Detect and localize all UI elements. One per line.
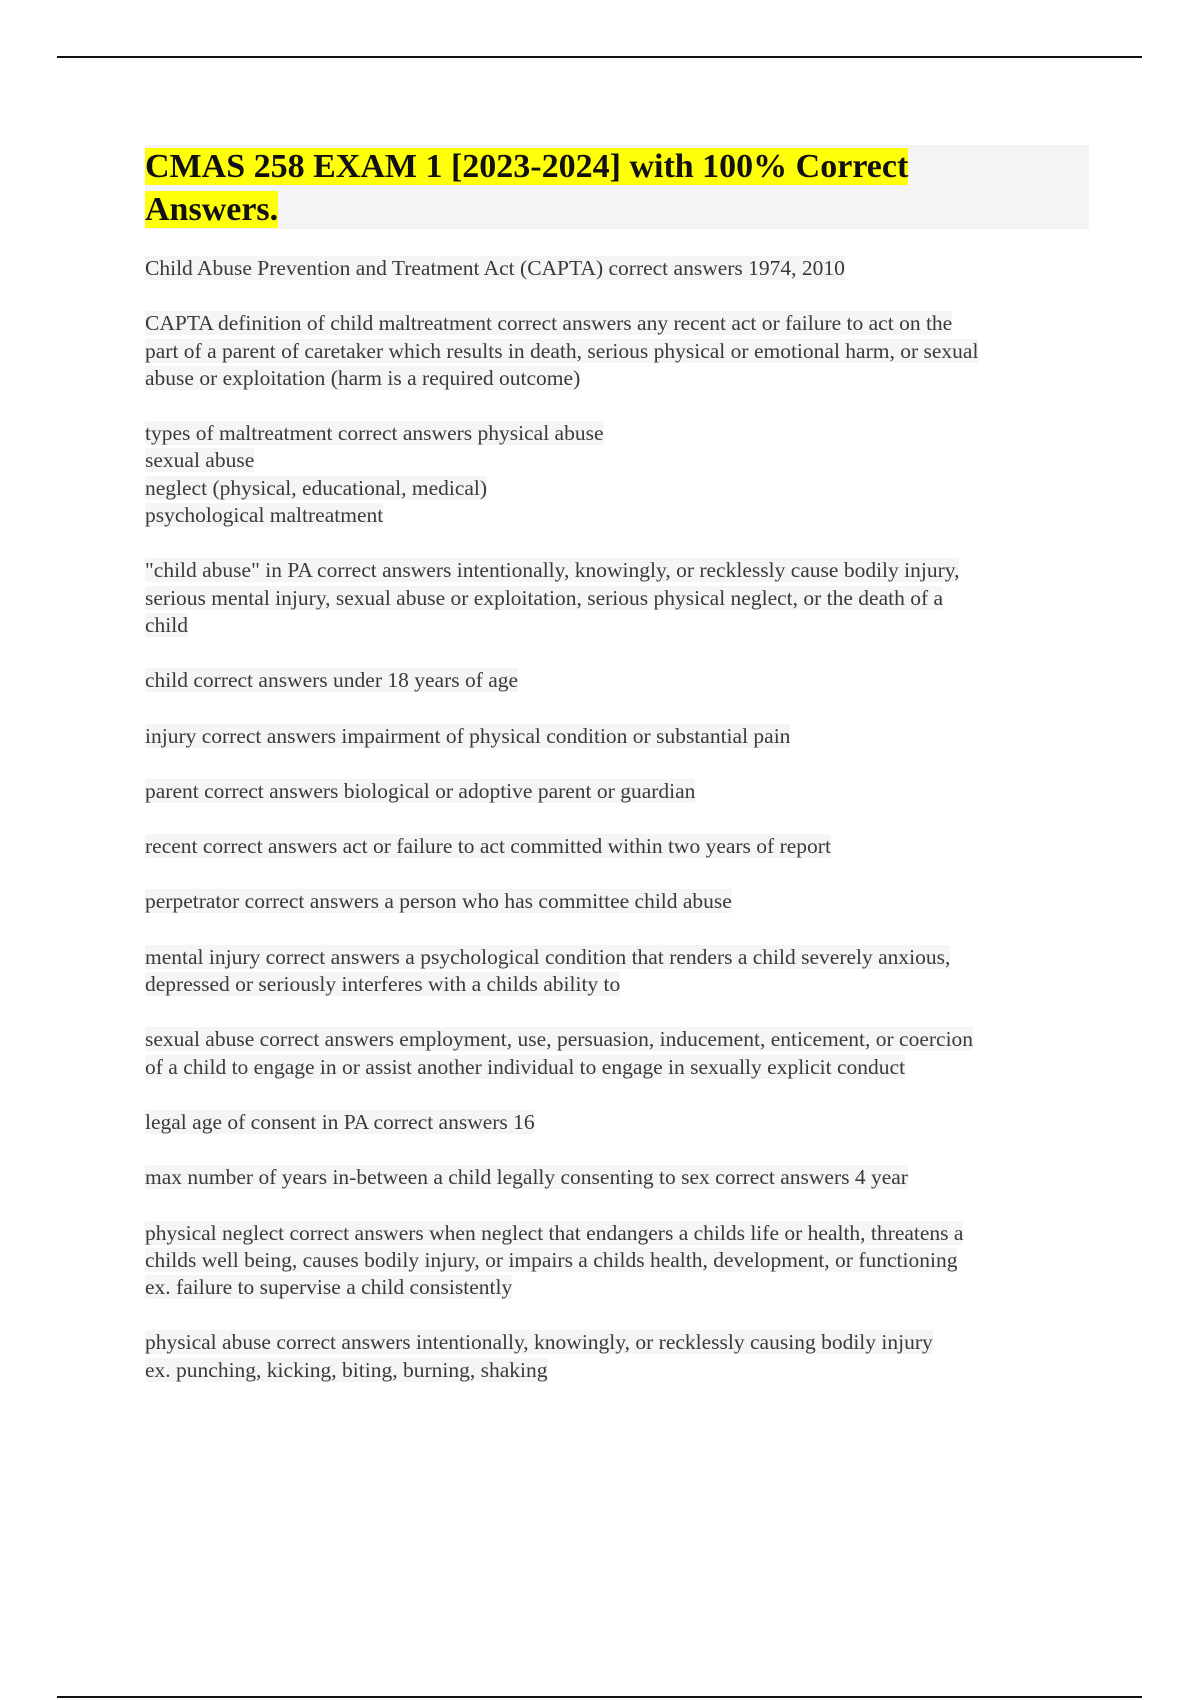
qa-entry xyxy=(145,667,1090,694)
qa-entry-line xyxy=(145,1026,1090,1053)
qa-entry-text: part of a parent of caretaker which results in death, serious physical or emotional harm, or sexual xyxy=(145,338,979,363)
header-rule xyxy=(57,56,1142,58)
qa-entry xyxy=(145,944,1090,999)
qa-entry-line xyxy=(145,365,1090,392)
qa-entry xyxy=(145,310,1090,392)
qa-entry-text: parent correct answers biological or adoptive parent or guardian xyxy=(145,778,696,803)
qa-entry-text: CAPTA definition of child maltreatment correct answers any recent act or failure to act on the xyxy=(145,311,953,336)
qa-entry-line xyxy=(145,1274,1090,1301)
qa-entry-text: physical abuse correct answers intentionally, knowingly, or recklessly causing bodily injury xyxy=(145,1330,933,1355)
qa-entry-line xyxy=(145,971,1090,998)
qa-entry-line xyxy=(145,310,1090,337)
qa-entry-line xyxy=(145,420,1090,447)
document-title xyxy=(145,145,975,231)
qa-entry-text: "child abuse" in PA correct answers intentionally, knowingly, or recklessly cause bodily injury, xyxy=(145,558,960,583)
qa-entry-text: physical neglect correct answers when neglect that endangers a childs life or health, threatens a xyxy=(145,1220,964,1245)
qa-entry-line xyxy=(145,778,1090,805)
qa-entry-line xyxy=(145,557,1090,584)
qa-entry-line xyxy=(145,1054,1090,1081)
qa-entry-text: ex. failure to supervise a child consistently xyxy=(145,1275,513,1300)
qa-entry xyxy=(145,1164,1090,1191)
qa-entry-line xyxy=(145,1357,1090,1384)
qa-entry-line xyxy=(145,502,1090,529)
qa-entry-line xyxy=(145,1247,1090,1274)
qa-entry-text: neglect (physical, educational, medical) xyxy=(145,475,488,500)
qa-entry-text: child xyxy=(145,612,188,637)
qa-entry-text: sexual abuse xyxy=(145,448,255,473)
qa-entry-line xyxy=(145,585,1090,612)
qa-entry-text: max number of years in-between a child legally consenting to sex correct answers 4 year xyxy=(145,1165,908,1190)
qa-entry xyxy=(145,778,1090,805)
qa-entry xyxy=(145,420,1090,529)
qa-entry-text: Child Abuse Prevention and Treatment Act (CAPTA) correct answers 1974, 2010 xyxy=(145,256,845,280)
qa-entry-line xyxy=(145,944,1090,971)
qa-entry-text: recent correct answers act or failure to act committed within two years of report xyxy=(145,834,831,859)
title-highlight: CMAS 258 EXAM 1 [2023-2024] with 100% Correct Answers. xyxy=(145,148,909,228)
qa-entry-text: psychological maltreatment xyxy=(145,503,384,528)
qa-entry-text: types of maltreatment correct answers physical abuse xyxy=(145,421,604,446)
qa-entry xyxy=(145,833,1090,860)
qa-entry-line xyxy=(145,1220,1090,1247)
qa-entry-line xyxy=(145,1164,1090,1191)
title-block xyxy=(145,145,1089,229)
qa-entry-line xyxy=(145,1329,1090,1356)
qa-list xyxy=(145,255,1090,1412)
qa-entry-text: serious mental injury, sexual abuse or exploitation, serious physical neglect, or the death of a xyxy=(145,585,944,610)
qa-entry-text: child correct answers under 18 years of age xyxy=(145,668,519,693)
qa-entry-text: injury correct answers impairment of physical condition or substantial pain xyxy=(145,723,791,748)
qa-entry-line xyxy=(145,723,1090,750)
qa-entry xyxy=(145,723,1090,750)
qa-entry-line xyxy=(145,255,1090,282)
qa-entry-text: perpetrator correct answers a person who has committee child abuse xyxy=(145,889,732,914)
qa-entry-text: sexual abuse correct answers employment, use, persuasion, inducement, enticement, or coercion xyxy=(145,1027,974,1052)
qa-entry-text: ex. punching, kicking, biting, burning, shaking xyxy=(145,1357,548,1382)
qa-entry-text: legal age of consent in PA correct answers 16 xyxy=(145,1109,535,1134)
qa-entry xyxy=(145,255,1090,282)
qa-entry-text: childs well being, causes bodily injury, or impairs a childs health, development, or functioning xyxy=(145,1247,958,1272)
qa-entry xyxy=(145,888,1090,915)
qa-entry-line xyxy=(145,667,1090,694)
qa-entry-text: of a child to engage in or assist another individual to engage in sexually explicit conduct xyxy=(145,1054,906,1079)
qa-entry-line xyxy=(145,338,1090,365)
qa-entry-line xyxy=(145,1109,1090,1136)
footer-rule xyxy=(57,1696,1142,1698)
qa-entry-line xyxy=(145,475,1090,502)
qa-entry-line xyxy=(145,888,1090,915)
qa-entry xyxy=(145,557,1090,639)
qa-entry-line xyxy=(145,833,1090,860)
qa-entry-line xyxy=(145,447,1090,474)
qa-entry-text: mental injury correct answers a psychological condition that renders a child severely anxious, xyxy=(145,944,951,969)
qa-entry xyxy=(145,1026,1090,1081)
qa-entry xyxy=(145,1329,1090,1384)
qa-entry xyxy=(145,1220,1090,1302)
qa-entry-line xyxy=(145,612,1090,639)
qa-entry-text: abuse or exploitation (harm is a required outcome) xyxy=(145,365,581,390)
qa-entry xyxy=(145,1109,1090,1136)
qa-entry-text: depressed or seriously interferes with a childs ability to xyxy=(145,972,621,997)
